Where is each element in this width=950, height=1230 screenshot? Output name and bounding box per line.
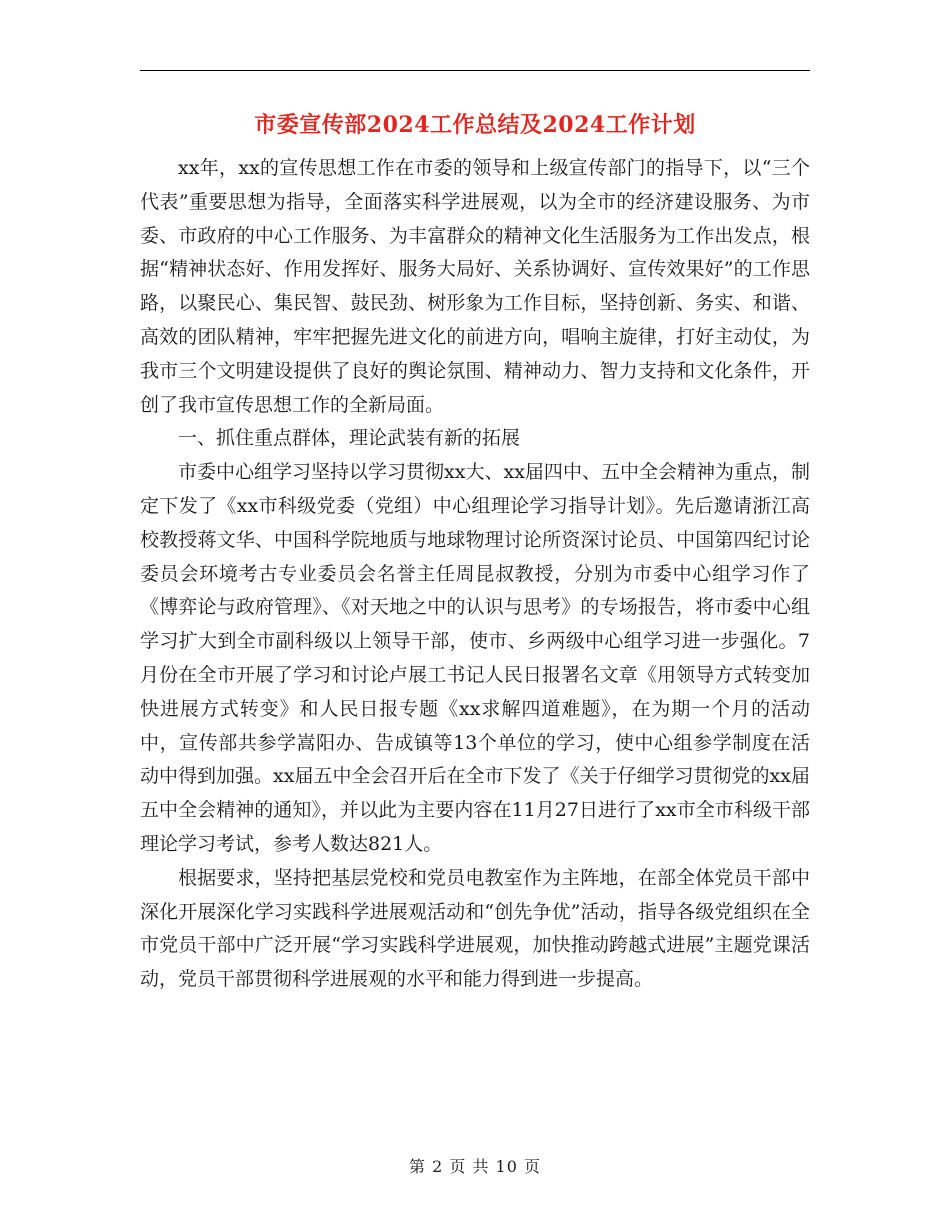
page-number-footer: 第 2 页 共 10 页 [409,1157,541,1176]
paragraph-study: 市委中心组学习坚持以学习贯彻xx大、xx届四中、五中全会精神为重点，制定下发了《xx市科级党委（党组）中心组理论学习指导计划》。先后邀请浙江高校教授蒋文华、中国科学院地质与地球物理讨论所资深讨论员、中国第四纪讨论委员会环境考古专业委员会名誉主任周昆叔教授，分别为市委中心组学习作了《博弈论与政府管理》、《对天地之中的认识与思考》的专场报告，将市委中心组学习扩大到全市副科级以上领导干部，使市、乡两级中心组学习进一步强化。7月份在全市开展了学习和讨论卢展工书记人民日报署名文章《用领导方式转变加快进展方式转变》和人民日报专题《xx求解四道难题》，在为期一个月的活动中，宣传部共参学嵩阳办、告成镇等13个单位的学习，使中心组参学制度在活动中得到加强。xx届五中全会召开后在全市下发了《关于仔细学习贯彻党的xx届五中全会精神的通知》，并以此为主要内容在11月27日进行了xx市全市科级干部理论学习考试，参考人数达821人。 [140,461,810,855]
paragraph-intro: xx年，xx的宣传思想工作在市委的领导和上级宣传部门的指导下，以“三个代表”重要思想为指导，全面落实科学进展观，以为全市的经济建设服务、为市委、市政府的中心工作服务、为丰富群众的精神文化生活服务为工作出发点，根据“精神状态好、作用发挥好、服务大局好、关系协调好、宣传效果好”的工作思路，以聚民心、集民智、鼓民劲、树形象为工作目标，坚持创新、务实、和谐、高效的团队精神，牢牢把握先进文化的前进方向，唱响主旋律，打好主动仗，为我市三个文明建设提供了良好的舆论氛围、精神动力、智力支持和文化条件，开创了我市宣传思想工作的全新局面。 [140,157,810,416]
section-heading-1: 一、抓住重点群体，理论武装有新的拓展 [178,427,521,450]
header-rule [140,70,810,71]
paragraph-requirements: 根据要求，坚持把基层党校和党员电教室作为主阵地，在部全体党员干部中深化开展深化学习实践科学进展观活动和“创先争优”活动，指导各级党组织在全市党员干部中广泛开展“学习实践科学进展观，加快推动跨越式进展”主题党课活动，党员干部贯彻科学进展观的水平和能力得到进一步提高。 [140,866,810,991]
document-title: 市委宣传部2024工作总结及2024工作计划 [254,112,696,138]
document-body [140,152,810,997]
